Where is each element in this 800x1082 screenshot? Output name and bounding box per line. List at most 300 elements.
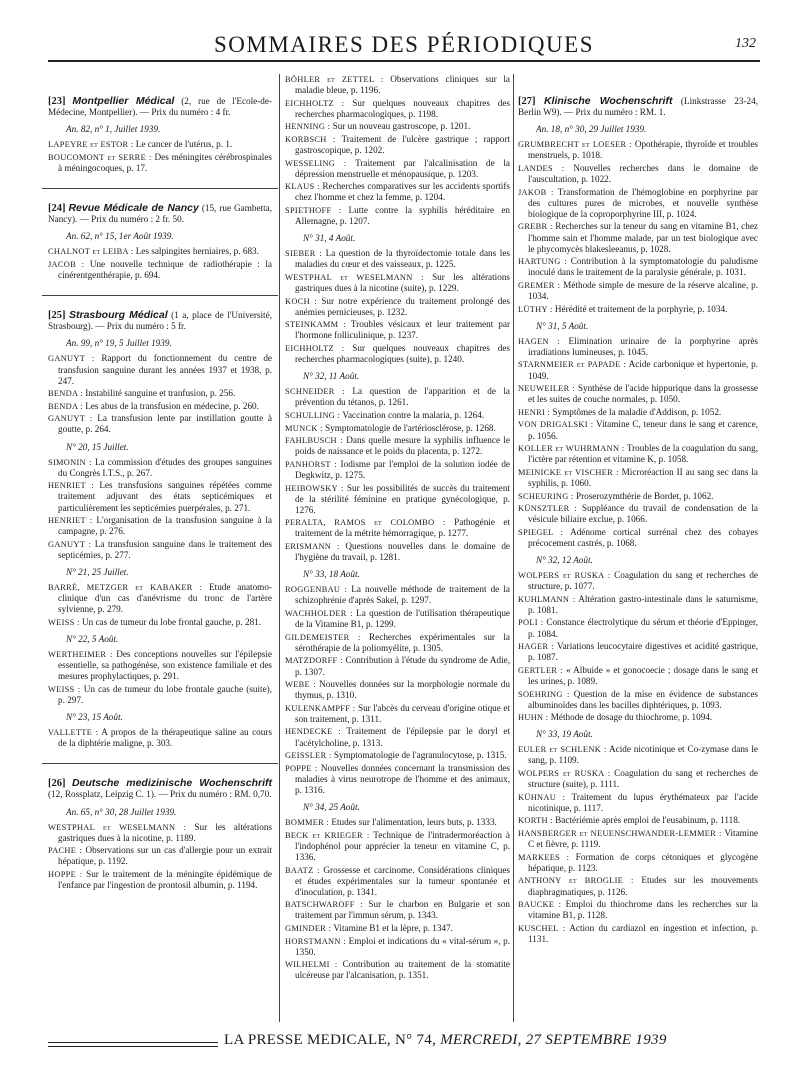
section-separator <box>42 295 278 296</box>
article-title: Sur l'abcès du cerveau d'origine otique et son traitement, p. 1311. <box>295 702 510 724</box>
article-author: HAGER : <box>518 642 555 652</box>
article-entry <box>48 401 272 412</box>
column-divider <box>279 74 280 1022</box>
article-title: Vaccination contre la malaria, p. 1264. <box>342 410 485 421</box>
article-title: Sur quelques nouveaux chapitres des recherches pharmacologiques (suite), p. 1240. <box>295 343 510 365</box>
article-title: « Albuide » et gonocoecie ; dosage dans le sang et les urines, p. 1089. <box>528 664 759 686</box>
article-entry <box>285 205 510 227</box>
article-title: Technique de l'intradermoréaction à l'indophénol pour apprécier la teneur en vitamine C, p. 1336. <box>295 829 510 862</box>
journal-info: (Linkstrasse 23-24, Berlin W9). — Prix du numéro : RM. 1. <box>518 96 758 118</box>
article-entry <box>285 459 510 481</box>
article-entry <box>518 594 758 616</box>
article-title: Emploi et indications du « vital-sérum », p. 1350. <box>295 935 511 957</box>
article-title: Sur un nouveau gastroscope, p. 1201. <box>332 121 471 132</box>
article-title: Recherches expérimentales sur la sérothérapie de la poliomyélite, p. 1305. <box>295 631 510 653</box>
article-entry <box>285 632 510 654</box>
article-entry <box>285 959 510 981</box>
article-title: Symptomatologie de l'artériosclérose, p. 1268. <box>325 422 496 433</box>
article-author: SCHEURING : <box>518 491 574 501</box>
issue-heading: N° 33, 18 Août. <box>303 569 360 580</box>
article-author: VALLETTE : <box>48 728 99 738</box>
article-entry <box>48 649 272 682</box>
article-title: Emploi du thiochrome dans les recherches sur la vitamine B1, p. 1128. <box>528 899 758 921</box>
journal-number: [27] <box>518 96 536 107</box>
article-title: Le cancer de l'utérus, p. 1. <box>135 139 233 150</box>
article-entry <box>285 584 510 606</box>
article-author: KULENKAMPFF : <box>285 703 356 713</box>
article-entry <box>518 852 758 874</box>
article-entry <box>48 413 272 435</box>
journal-name: Klinische Wochenschrift <box>543 95 673 107</box>
article-entry <box>518 359 758 381</box>
article-title: Bactériémie après emploi de l'eusabinum, p. 1118. <box>555 815 741 826</box>
article-author: BÖHLER et ZETTEL : <box>285 75 384 84</box>
article-title: Grossesse et carcinome. Considérations cliniques et études expérimentales sur la tumeur spontanée et d'inoculation, p. 1341. <box>295 864 510 897</box>
article-title: Vitamine C, teneur dans le sang et carence, p. 1056. <box>528 419 758 441</box>
article-title: L'organisation de la transfusion sanguine à la campagne, p. 276. <box>58 515 273 537</box>
article-author: PACHE : <box>48 846 83 856</box>
journal-heading <box>48 778 272 800</box>
article-title: Formation de corps cétoniques et glycogène hépatique, p. 1123. <box>528 851 758 873</box>
article-author: MUNCK : <box>285 423 323 433</box>
column-right <box>518 96 758 946</box>
article-author: VON DRIGALSKI : <box>518 420 594 430</box>
article-author: KLAUS : <box>285 182 320 192</box>
article-author: KUSCHEL : <box>518 923 566 933</box>
article-entry <box>518 280 758 302</box>
article-entry <box>518 467 758 489</box>
article-author: POLI : <box>518 618 544 628</box>
article-entry <box>518 570 758 592</box>
article-author: WOLPERS et RUSKA : <box>518 769 611 779</box>
article-author: HANSBERGER et NEUENSCHWANDER-LEMMER : <box>518 829 722 839</box>
article-author: GMINDER : <box>285 923 332 933</box>
article-title: A propos de la thérapeutique saline au cours de la diphtérie maligne, p. 303. <box>58 727 272 749</box>
article-title: Les transfusions sanguines répétées comme traitement adjuvant des états septicémiques et particulièrement les septicémies puerpérales, p. 271. <box>58 480 273 513</box>
article-entry <box>518 443 758 465</box>
article-entry <box>285 750 510 761</box>
article-entry <box>48 539 272 561</box>
issue-heading: N° 32, 12 Août. <box>536 554 593 565</box>
article-author: KOLLER et WUHRMANN : <box>518 444 625 454</box>
footer-issue: N° 74, <box>395 1032 437 1048</box>
article-author: NEUWEILER : <box>518 384 576 394</box>
issue-heading: N° 34, 25 Août. <box>303 802 360 813</box>
article-entry <box>518 815 758 826</box>
article-entry <box>48 139 272 150</box>
issue-heading: N° 23, 15 Août. <box>66 712 123 723</box>
article-author: POPPE : <box>285 763 318 773</box>
journal-number: [24] <box>48 203 66 215</box>
article-entry <box>518 712 758 723</box>
article-title: Action du cardiazol en ingestion et infection, p. 1131. <box>528 922 758 944</box>
article-entry <box>48 259 272 281</box>
issue-heading: N° 31, 4 Août. <box>303 233 356 244</box>
article-author: SIEBER : <box>285 249 322 259</box>
article-author: WEISS : <box>48 617 80 627</box>
article-author: WOLPERS et RUSKA : <box>518 571 611 581</box>
journal-name: Deutsche medizinische Wochenschrift <box>71 777 272 790</box>
header-rule <box>48 60 760 62</box>
issue-heading: N° 33, 19 Août. <box>536 729 593 740</box>
issue-heading: N° 32, 11 Août. <box>303 371 360 382</box>
article-title: Etudes sur les mouvements diaphragmatiques, p. 1126. <box>528 875 758 897</box>
article-author: EICHHOLTZ : <box>285 344 345 354</box>
article-author: GERTLER : <box>518 665 564 675</box>
article-entry <box>518 828 758 850</box>
article-author: JACOB : <box>48 259 85 269</box>
footer-text: LA PRESSE MEDICALE, N° 74, MERCREDI, 27 SEPTEMBRE 1939 <box>224 1032 667 1048</box>
article-entry <box>518 744 758 766</box>
article-entry <box>285 679 510 701</box>
footer-rule <box>48 1042 218 1043</box>
article-entry <box>285 517 510 539</box>
journal-heading <box>48 203 272 225</box>
article-entry <box>285 483 510 516</box>
journal-heading <box>48 96 272 118</box>
article-entry <box>285 936 510 958</box>
article-author: KORTH : <box>518 816 553 826</box>
article-author: CHALNOT et LEIBA : <box>48 247 134 257</box>
article-entry <box>285 703 510 725</box>
article-title: Etudes sur l'alimentation, leurs buts, p. 1333. <box>331 817 497 828</box>
article-title: Symptomatologie de l'agranulocytose, p. 1315. <box>333 750 507 761</box>
article-entry <box>518 641 758 663</box>
article-author: GEISSLER : <box>285 751 332 761</box>
article-entry <box>48 727 272 749</box>
article-entry <box>48 152 272 174</box>
article-entry <box>518 527 758 549</box>
article-title: Traitement du lupus érythémateux par l'acide nicotinique, p. 1117. <box>528 791 758 813</box>
article-author: WESTPHAL et WESELMANN : <box>285 273 424 282</box>
article-author: WACHHOLDER : <box>285 609 353 619</box>
article-entry <box>48 582 272 615</box>
article-entry <box>48 822 272 844</box>
article-title: Acide nicotinique et Co-zymase dans le sang, p. 1109. <box>528 744 758 766</box>
article-entry <box>285 74 510 96</box>
footer-publication: LA PRESSE MEDICALE <box>224 1032 387 1048</box>
article-author: HORSTMANN : <box>285 936 347 946</box>
article-author: GREBR : <box>518 222 553 232</box>
article-title: Vitamine C et fièvre, p. 1119. <box>528 828 759 850</box>
article-entry <box>48 684 272 706</box>
article-title: Sur les altérations gastriques dues à la nicotine, p. 1189. <box>58 821 272 843</box>
column-left <box>48 96 272 893</box>
article-author: LANDES : <box>518 163 565 173</box>
article-author: HENRIET : <box>48 481 94 491</box>
article-title: Nouvelles recherches dans le domaine de l'auscultation, p. 1022. <box>528 162 758 185</box>
article-title: Question de la mise en évidence de substances albuminoïdes dans les bacilles diphtériques, p. 1093. <box>528 688 758 710</box>
article-title: Constance électrolytique du sérum et théorie d'Eppinger, p. 1084. <box>528 617 758 639</box>
article-author: WESSELING : <box>285 158 347 168</box>
article-title: Recherches comparatives sur les accidents sportifs chez l'homme et chez la femme, p. 1204. <box>295 181 510 203</box>
article-author: PERALTA, RAMOS et COLOMBO : <box>285 518 446 528</box>
article-entry <box>518 875 758 897</box>
article-title: Troubles vésicaux et leur traitement par l'hormone folliculinique, p. 1237. <box>295 319 511 341</box>
article-author: GANUYT : <box>48 539 92 549</box>
article-entry <box>48 457 272 479</box>
article-title: Traitement par l'alcalinisation de la dépression menstruelle et ménopausique, p. 1203. <box>295 157 510 179</box>
article-title: Synthèse de l'acide hippurique dans la grossesse et les suites de couche normales, p. 1050. <box>528 383 759 405</box>
article-entry <box>518 665 758 687</box>
journal-number: [23] <box>48 96 66 107</box>
article-author: EULER et SCHLENK : <box>518 745 607 755</box>
article-title: Des méningites cérébrospinales à méningocoques, p. 17. <box>58 151 272 173</box>
issue-heading: N° 31, 5 Août. <box>536 320 589 331</box>
article-author: BARRÉ, METZGER et KABAKER : <box>48 583 203 593</box>
article-entry <box>48 480 272 513</box>
article-title: Suppléance du travail de condensation de la vésicule biliaire exclue, p. 1066. <box>528 503 759 525</box>
article-author: SCHULLING : <box>285 411 341 421</box>
article-entry <box>518 256 758 278</box>
article-title: Instabilité sanguine et tranfusion, p. 256. <box>85 388 236 399</box>
article-title: Coagulation du sang et recherches de structure (suite), p. 1111. <box>528 768 758 790</box>
article-author: MEINICKE et VISCHER : <box>518 467 619 477</box>
article-author: GILDEMEISTER : <box>285 632 361 642</box>
article-author: BAUCKE : <box>518 900 562 910</box>
article-entry <box>48 869 272 891</box>
article-entry <box>48 246 272 257</box>
article-title: Méthode simple de mesure de la réserve alcaline, p. 1034. <box>528 279 759 301</box>
article-author: GANUYT : <box>48 354 95 364</box>
article-author: SPIETHOFF : <box>285 206 342 216</box>
article-title: Coagulation du sang et recherches de structure, p. 1077. <box>528 570 758 592</box>
article-author: WILHELMI : <box>285 960 338 970</box>
issue-heading: An. 82, n° 1, Juillet 1939. <box>66 124 161 135</box>
article-entry <box>518 221 758 254</box>
article-title: Rapport du fonctionnement du centre de transfusion sanguine durant les années 1937 et 1938, p. 247. <box>58 353 273 386</box>
article-title: Variations leucocytaire digestives et acidité gastrique, p. 1087. <box>528 641 758 663</box>
article-author: LÜTHY : <box>518 304 553 314</box>
article-entry <box>518 768 758 790</box>
journal-name: Montpellier Médical <box>72 95 175 107</box>
article-author: JAKOB : <box>518 187 554 197</box>
journal-info: (15, rue Gambetta, Nancy). — Prix du numéro : 2 fr. 50. <box>48 203 273 225</box>
article-entry <box>48 388 272 399</box>
article-title: Lutte contre la syphilis héréditaire en Allemagne, p. 1207. <box>295 205 510 227</box>
article-title: Sur les altérations gastriques dues à la nicotine (suite), p. 1229. <box>295 272 510 294</box>
article-entry <box>518 792 758 814</box>
article-entry <box>518 163 758 185</box>
article-author: WEBE : <box>285 680 316 690</box>
article-author: GRUMBRECHT et LOESER : <box>518 140 632 150</box>
article-entry <box>285 248 510 270</box>
article-title: Adénome cortical surrénal chez des cobayes précocement castrés, p. 1068. <box>528 526 758 548</box>
page-number: 132 <box>735 36 756 51</box>
article-entry <box>48 617 272 628</box>
article-title: Traitement de l'ulcère gastrique ; rapport gastroscopique, p. 1202. <box>295 133 510 156</box>
journal-number: [26] <box>48 778 66 790</box>
article-author: WESTPHAL et WESELMANN : <box>48 822 187 832</box>
article-author: BOMMER : <box>285 818 330 828</box>
article-title: Observations cliniques sur la maladie bleue, p. 1196. <box>295 74 510 96</box>
journal-info: (12, Rossplatz, Leipzig C. 1). — Prix du numéro : RM. 0,70. <box>48 789 272 800</box>
article-entry <box>518 503 758 525</box>
article-title: Recherches sur la teneur du sang en vitamine B1, chez l'homme sain et l'homme malade, par un test biologique avec le phycomycès blakesleeanus, p. 1028. <box>528 221 758 254</box>
article-entry <box>285 158 510 180</box>
article-entry <box>518 336 758 358</box>
article-entry <box>285 121 510 132</box>
article-title: Sur quelques nouveaux chapitres des recherches pharmacologiques, p. 1198. <box>295 97 510 119</box>
article-entry <box>48 845 272 867</box>
article-entry <box>285 343 510 365</box>
article-title: La question de l'utilisation thérapeutique de la Vitamine B1, p. 1299. <box>295 608 511 630</box>
article-title: Acide carbonique et hypertonie, p. 1049. <box>528 359 758 381</box>
article-author: ROGGENBAU : <box>285 585 348 595</box>
article-title: Opothérapie, thyroïde et troubles menstruels, p. 1018. <box>528 139 758 161</box>
article-title: Un cas de tumeur du lobe frontal gauche, p. 281. <box>81 616 262 627</box>
article-title: Symptômes de la maladie d'Addison, p. 1052. <box>552 406 722 417</box>
article-entry <box>285 410 510 421</box>
page-title: SOMMAIRES DES PÉRIODIQUES <box>214 32 594 57</box>
article-entry <box>285 763 510 796</box>
article-author: SCHNEIDER : <box>285 387 345 397</box>
article-title: La question de l'apparition et de la prévention du tétanos, p. 1261. <box>295 386 511 408</box>
article-entry <box>285 541 510 563</box>
article-title: Sur le charbon en Bulgarie et son traitement par l'immun sérum, p. 1343. <box>295 899 511 921</box>
article-author: LAPEYRE et ESTOR : <box>48 140 134 150</box>
issue-heading: N° 22, 5 Août. <box>66 633 119 644</box>
article-entry <box>285 608 510 630</box>
article-title: Traitement de l'épilepsie par le doryl et l'acétylcholine, p. 1313. <box>295 726 510 748</box>
journal-info: (1 a, place de l'Université, Strasbourg). — Prix du numéro : 5 fr. <box>48 310 272 332</box>
page-footer <box>48 1032 760 1052</box>
article-author: KUHLMANN : <box>518 594 576 604</box>
article-title: Des conceptions nouvelles sur l'épilepsie essentielle, sa pathogénèse, son existence familiale et des mesures prophylactiques, p. 291. <box>58 649 272 682</box>
article-author: KÜNSZTLER : <box>518 504 578 514</box>
article-author: HARTUNG : <box>518 257 568 267</box>
article-entry <box>518 187 758 220</box>
article-author: BENDA : <box>48 389 83 399</box>
journal-name: Strasbourg Médical <box>69 309 168 322</box>
journal-heading <box>518 96 758 118</box>
column-middle <box>285 74 510 983</box>
article-author: BATSCHWAROFF : <box>285 900 363 910</box>
article-entry <box>518 899 758 921</box>
article-entry <box>285 923 510 934</box>
article-author: KOCH : <box>285 296 317 306</box>
article-author: STEINKAMM : <box>285 320 347 330</box>
section-separator <box>42 188 278 189</box>
issue-heading: N° 21, 25 Juillet. <box>66 567 129 577</box>
article-title: Sur les possibilités de succès du traitement de la stérilité féminine en pratique gynécologique, p. 1276. <box>295 482 510 515</box>
article-title: Transformation de l'hémoglobine en porphyrine par des cultures pures de microbes, et nouvelle synthèse biologique de la coproporphyrine III, p. 1024. <box>528 186 758 219</box>
article-title: Dans quelle mesure la syphilis influence le poids de naissance et le poids du placenta, p. 1272. <box>295 435 510 457</box>
article-title: Hérédité et traitement de la porphyrie, p. 1034. <box>554 303 728 314</box>
article-author: HOPPE : <box>48 869 83 879</box>
article-entry <box>285 865 510 898</box>
article-title: Nouvelles données sur la morphologie normale du thymus, p. 1310. <box>295 679 510 701</box>
journal-heading <box>48 310 272 332</box>
article-author: WEISS : <box>48 684 81 694</box>
article-entry <box>48 353 272 386</box>
article-author: BECK et KRIEGER : <box>285 830 370 840</box>
article-title: Contribution à l'étude du syndrome de Adie, p. 1307. <box>295 655 511 677</box>
page-header <box>48 32 760 62</box>
issue-heading: An. 62, n° 15, 1er Août 1939. <box>66 231 174 242</box>
journal-info: (2, rue de l'Ecole-de-Médecine, Montpellier). — Prix du numéro : 4 fr. <box>48 96 273 118</box>
article-entry <box>518 923 758 945</box>
article-title: Microréaction II au sang sec dans la syphilis, p. 1060. <box>528 466 759 488</box>
article-title: Une nouvelle technique de radiothérapie : la cinérentgenthérapie, p. 694. <box>58 258 272 281</box>
article-author: HEIBOWSKY : <box>285 483 344 493</box>
article-title: Iodisme par l'emploi de la solution iodée de Degkwitz, p. 1275. <box>295 458 510 480</box>
article-entry <box>285 272 510 294</box>
article-author: BAATZ : <box>285 865 320 875</box>
article-title: Un cas de tumeur du lobe frontale gauche (suite), p. 297. <box>58 683 272 705</box>
article-title: La transfusion lente par instillation goutte à goutte, p. 264. <box>58 413 273 435</box>
article-entry <box>518 491 758 502</box>
article-entry <box>285 423 510 434</box>
issue-heading: An. 65, n° 30, 28 Juillet 1939. <box>66 806 177 817</box>
article-title: Vitamine B1 et la lèpre, p. 1347. <box>333 922 453 933</box>
article-author: BOUCOMONT et SERRE : <box>48 152 152 162</box>
column-divider <box>513 74 514 1022</box>
article-author: SPIEGEL : <box>518 527 564 537</box>
article-title: Sur notre expérience du traitement prolongé des anémies pernicieuses, p. 1232. <box>295 295 511 317</box>
article-entry <box>285 319 510 341</box>
article-entry <box>285 899 510 921</box>
article-author: HENDECKE : <box>285 727 341 737</box>
article-title: Altération gastro-intestinale dans le saturnisme, p. 1081. <box>528 593 759 615</box>
article-title: Pathogénie et traitement de la métrite hémorragique, p. 1277. <box>295 517 510 539</box>
article-entry <box>518 304 758 315</box>
article-title: La commission d'études des groupes sanguines du Congrès I.T.S., p. 267. <box>58 456 273 478</box>
article-entry <box>518 383 758 405</box>
article-entry <box>285 726 510 748</box>
article-entry <box>285 386 510 408</box>
issue-heading: N° 20, 15 Juillet. <box>66 441 129 452</box>
article-author: HENRI : <box>518 407 551 417</box>
article-author: KÜHNAU : <box>518 792 566 802</box>
article-entry <box>285 435 510 457</box>
article-author: WERTHEIMER : <box>48 650 113 660</box>
article-entry <box>285 655 510 677</box>
article-title: Sur le traitement de la méningite épidémique de l'enfance par l'ingestion de prontosil albumin, p. 1194. <box>58 868 272 891</box>
footer-date: MERCREDI, 27 SEPTEMBRE 1939 <box>440 1032 667 1048</box>
article-title: Etude anatomo-clinique d'un cas d'anévrisme du tronc de l'artère sylvienne, p. 279. <box>58 582 272 615</box>
article-title: Nouvelles données concernant la transmission des maladies à virus neurotrope de l'homme et des animaux, p. 1316. <box>295 762 510 795</box>
article-title: Questions nouvelles dans le domaine de l'hygiène du travail, p. 1281. <box>295 541 511 563</box>
article-author: GREMER : <box>518 280 561 290</box>
article-title: La nouvelle méthode de traitement de la schizophrénie d'après Sakel, p. 1297. <box>295 584 510 606</box>
article-title: Elimination urinaire de la porphyrine après irradiations lumineuses, p. 1045. <box>528 335 758 357</box>
journal-name: Revue Médicale de Nancy <box>68 202 199 215</box>
article-author: KORBSCH : <box>285 134 336 144</box>
issue-heading: An. 18, n° 30, 29 Juillet 1939. <box>536 124 647 135</box>
journal-number: [25] <box>48 310 66 322</box>
article-author: HAGEN : <box>518 336 561 346</box>
section-separator <box>42 763 278 764</box>
article-title: Les abus de la transfusion en médecine, p. 260. <box>85 400 259 411</box>
article-author: MATZDORFF : <box>285 656 343 666</box>
article-title: Observations sur un cas d'allergie pour un extrait hépatique, p. 1192. <box>58 845 272 867</box>
article-author: FAHLBUSCH : <box>285 436 343 446</box>
article-entry <box>285 181 510 203</box>
article-entry <box>285 98 510 120</box>
article-author: BENDA : <box>48 401 83 411</box>
article-title: Les salpingites herniaires, p. 683. <box>135 246 259 257</box>
article-entry <box>518 419 758 441</box>
article-entry <box>285 830 510 863</box>
article-author: SIMONIN : <box>48 457 92 467</box>
article-author: EICHHOLTZ : <box>285 98 345 108</box>
article-author: PANHORST : <box>285 459 337 469</box>
article-entry <box>285 134 510 156</box>
article-title: Contribution à la symptomatologie du paludisme inoculé dans le traitement de la paralysie générale, p. 1031. <box>528 256 759 278</box>
article-title: Contribution au traitement de la stomatite ulcéreuse par l'alcanisation, p. 1351. <box>295 959 511 981</box>
article-author: SOEHRING : <box>518 689 570 699</box>
